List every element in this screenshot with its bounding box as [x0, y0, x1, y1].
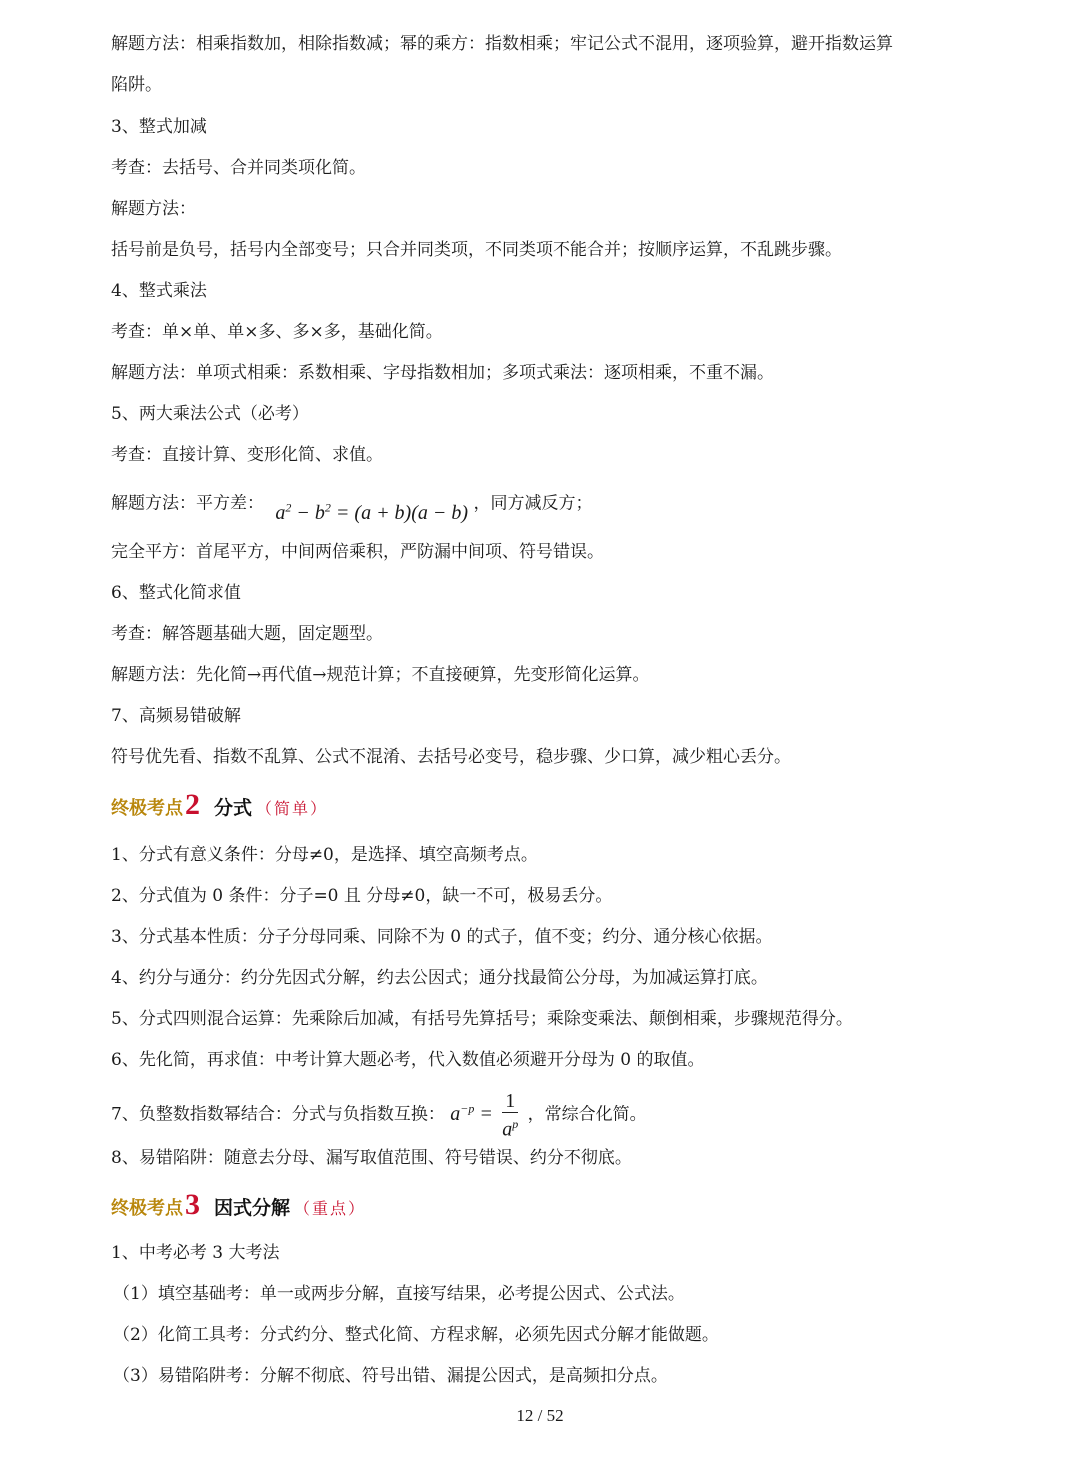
- section-prefix: 终极考点: [111, 798, 183, 819]
- page-number: 12 / 52: [516, 1406, 564, 1425]
- subheading: 6、整式化简求值: [111, 583, 241, 603]
- negative-exponent-formula: $a^{-p}$ =: [450, 1101, 493, 1125]
- list-item: （1）填空基础考：单一或两步分解，直接写结果，必考提公因式、公式法。: [113, 1284, 685, 1304]
- subheading: 3、整式加减: [111, 117, 207, 137]
- section-tag: （重点）: [294, 1199, 367, 1218]
- list-item: 1、分式有意义条件：分母≠0，是选择、填空高频考点。: [111, 845, 538, 865]
- section-heading: [111, 788, 328, 824]
- paragraph: 符号优先看、指数不乱算、公式不混淆、去括号必变号，稳步骤、少口算，减少粗心丢分。: [111, 747, 791, 767]
- section-number: 2: [185, 788, 200, 821]
- fraction: $\frac{1}{a^p}$: [502, 1089, 519, 1141]
- section-tag: （简单）: [256, 799, 329, 818]
- formula-note: ，常综合化简。: [527, 1104, 647, 1125]
- list-item: 8、易错陷阱：随意去分母、漏写取值范围、符号错误、约分不彻底。: [111, 1148, 632, 1168]
- subheading: 5、两大乘法公式（必考）: [111, 404, 309, 424]
- paragraph: 解题方法：先化简→再代值→规范计算；不直接硬算，先变形简化运算。: [111, 665, 650, 685]
- difference-of-squares-formula: $a^2 - b^2 = (a + b)(a - b)$: [275, 500, 469, 524]
- subheading: 4、整式乘法: [111, 281, 207, 301]
- paragraph: 解题方法：: [111, 199, 196, 219]
- section-heading: [111, 1188, 366, 1224]
- paragraph: 考查：单×单、单×多、多×多，基础化简。: [111, 322, 443, 342]
- formula-label: 解题方法：平方差：: [111, 493, 264, 514]
- paragraph: 考查：去括号、合并同类项化简。: [111, 158, 366, 178]
- paragraph: 解题方法：单项式相乘：系数相乘、字母指数相加；多项式乘法：逐项相乘，不重不漏。: [111, 363, 774, 383]
- list-item: （3）易错陷阱考：分解不彻底、符号出错、漏提公因式，是高频扣分点。: [113, 1366, 668, 1386]
- list-item: 3、分式基本性质：分子分母同乘、同除不为 0 的式子，值不变；约分、通分核心依据。: [111, 927, 773, 947]
- section-prefix: 终极考点: [111, 1198, 183, 1219]
- paragraph: 陷阱。: [111, 75, 162, 95]
- paragraph: 括号前是负号，括号内全部变号；只合并同类项，不同类项不能合并；按顺序运算，不乱跳步骤。: [111, 240, 842, 260]
- section-title: 分式: [214, 797, 253, 819]
- paragraph: 考查：解答题基础大题，固定题型。: [111, 624, 383, 644]
- paragraph: 完全平方：首尾平方，中间两倍乘积，严防漏中间项、符号错误。: [111, 542, 604, 562]
- paragraph: 解题方法：相乘指数加，相除指数减；幂的乘方：指数相乘；牢记公式不混用，逐项验算，避开指数运算: [111, 34, 893, 54]
- list-item: 5、分式四则混合运算：先乘除后加减，有括号先算括号；乘除变乘法、颠倒相乘，步骤规范得分。: [111, 1009, 853, 1029]
- paragraph: 考查：直接计算、变形化简、求值。: [111, 445, 383, 465]
- formula-note: ，同方减反方；: [473, 493, 593, 514]
- subheading: 7、高频易错破解: [111, 706, 241, 726]
- formula-line: [111, 1083, 647, 1140]
- list-item: 6、先化简，再求值：中考计算大题必考，代入数值必须避开分母为 0 的取值。: [111, 1050, 705, 1070]
- list-item: （2）化简工具考：分式约分、整式化简、方程求解，必须先因式分解才能做题。: [113, 1325, 719, 1345]
- list-item: 2、分式值为 0 条件：分子=0 且 分母≠0，缺一不可，极易丢分。: [111, 886, 613, 906]
- section-number: 3: [185, 1188, 200, 1221]
- list-item: 7、负整数指数幂结合：分式与负指数互换：: [111, 1104, 445, 1125]
- formula-line: [111, 485, 593, 524]
- list-item: 4、约分与通分：约分先因式分解，约去公因式；通分找最简公分母，为加减运算打底。: [111, 968, 768, 988]
- section-title: 因式分解: [214, 1197, 291, 1219]
- list-item: 1、中考必考 3 大考法: [111, 1243, 280, 1263]
